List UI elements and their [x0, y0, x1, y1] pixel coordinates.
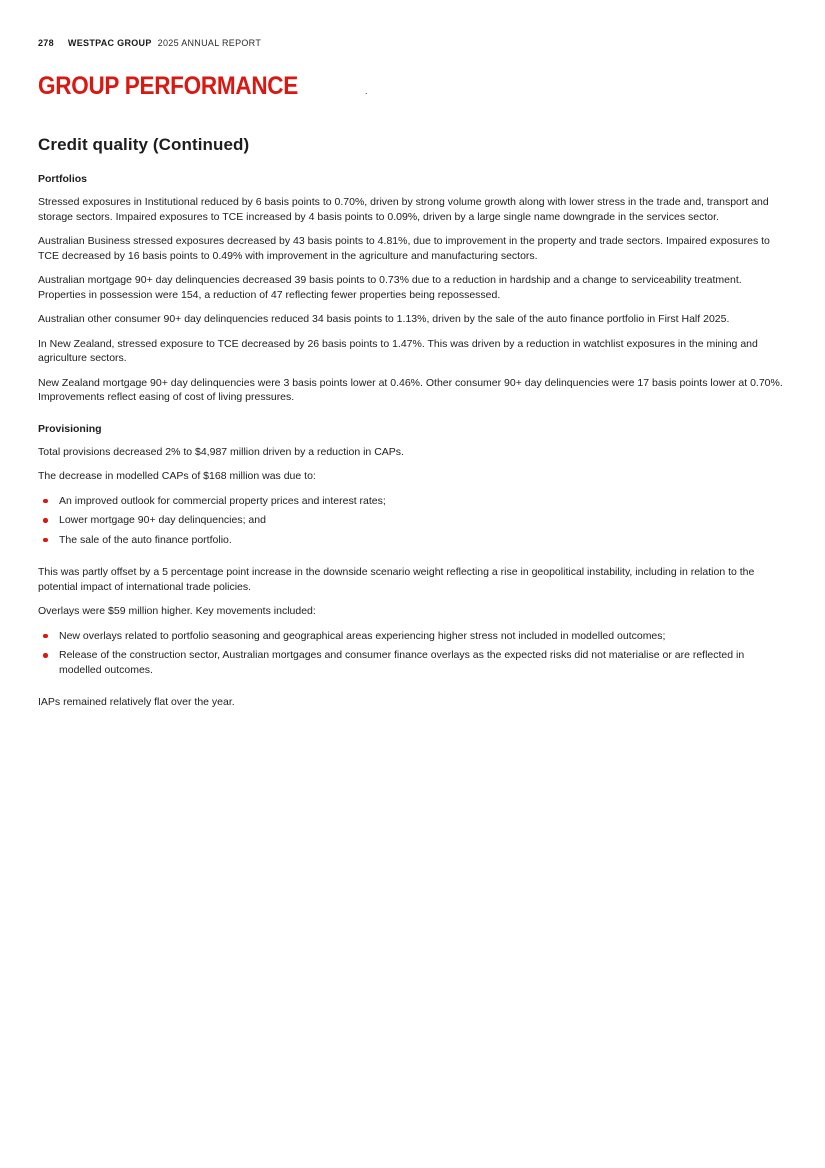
- portfolios-paragraph: Australian Business stressed exposures decreased by 43 basis points to 4.81%, due to improvement in the property and trade sectors. Impaired exposures to TCE decreased by 16 basis points to 0.49% with improvement in the agriculture and manufacturing sectors.: [38, 235, 770, 262]
- closing-paragraph: IAPs remained relatively flat over the year.: [38, 696, 235, 708]
- bullet-text: An improved outlook for commercial property prices and interest rates;: [59, 494, 386, 507]
- bullet-item: [38, 533, 778, 548]
- running-header: [38, 38, 787, 48]
- portfolios-paragraph: Stressed exposures in Institutional reduced by 6 basis points to 0.70%, driven by strong volume growth along with lower stress in the trade and, transport and storage sectors. Impaired exposures to TCE increased by 4 basis points to 0.09%, driven by a large single name downgrade in the services sector.: [38, 196, 769, 223]
- provisioning-bullet-list-1: [38, 494, 787, 548]
- bullet-dot-icon: [43, 538, 48, 543]
- page-number: 278: [38, 38, 54, 48]
- provisioning-heading: Provisioning: [38, 422, 102, 435]
- portfolios-paragraph: Australian other consumer 90+ day delinquencies reduced 34 basis points to 1.13%, driven by the sale of the auto finance portfolio in First Half 2025.: [38, 313, 730, 325]
- provisioning-paragraph: Overlays were $59 million higher. Key movements included:: [38, 605, 316, 617]
- bullet-text: Lower mortgage 90+ day delinquencies; and: [59, 514, 266, 526]
- provisioning-bullet-list-2: [38, 629, 787, 678]
- bullet-dot-icon: [43, 499, 48, 504]
- report-title: 2025 ANNUAL REPORT: [157, 38, 262, 48]
- provisioning-paragraph: The decrease in modelled CAPs of $168 million was due to:: [38, 470, 316, 482]
- portfolios-paragraph: In New Zealand, stressed exposure to TCE decreased by 26 basis points to 1.47%. This was driven by a reduction in watchlist exposures in the mining and agriculture sectors.: [38, 337, 758, 364]
- bullet-item: [38, 513, 778, 528]
- bullet-text: Release of the construction sector, Australian mortgages and consumer finance overlays as the expected risks did not materialise or are reflected in modelled outcomes.: [59, 649, 745, 676]
- section-title-text: GROUP PERFORMANCE: [38, 72, 299, 100]
- bullet-dot-icon: [43, 634, 48, 639]
- portfolios-paragraph: New Zealand mortgage 90+ day delinquencies were 3 basis points lower at 0.46%. Other consumer 90+ day delinquencies were 17 basis points lower at 0.70%. Improvements reflect easing of cost of living pressures.: [38, 376, 783, 403]
- bullet-item: [38, 648, 778, 677]
- provisioning-paragraph: This was partly offset by a 5 percentage point increase in the downside scenario weight reflecting a rise in geopolitical instability, including in relation to the potential impact of international trade policies.: [38, 566, 755, 593]
- bullet-dot-icon: [43, 653, 48, 658]
- provisioning-paragraph: Total provisions decreased 2% to $4,987 million driven by a reduction in CAPs.: [38, 445, 404, 458]
- bullet-text: New overlays related to portfolio seasoning and geographical areas experiencing higher stress not included in modelled outcomes;: [59, 629, 666, 642]
- portfolios-heading: Portfolios: [38, 173, 87, 185]
- portfolios-paragraph: Australian mortgage 90+ day delinquencies decreased 39 basis points to 0.73% due to a reduction in hardship and a change to serviceability treatment. Properties in possession were 154, a reduction of 47 reflecting fewer properties being repossessed.: [38, 274, 742, 301]
- bullet-item: [38, 629, 778, 644]
- bullet-text: The sale of the auto finance portfolio.: [59, 533, 232, 546]
- bullet-dot-icon: [43, 518, 48, 523]
- bullet-item: [38, 494, 778, 509]
- title-dot: .: [364, 86, 368, 97]
- section-title: [38, 74, 787, 99]
- brand-name: WESTPAC GROUP: [67, 38, 152, 48]
- content-heading: Credit quality (Continued): [38, 135, 250, 154]
